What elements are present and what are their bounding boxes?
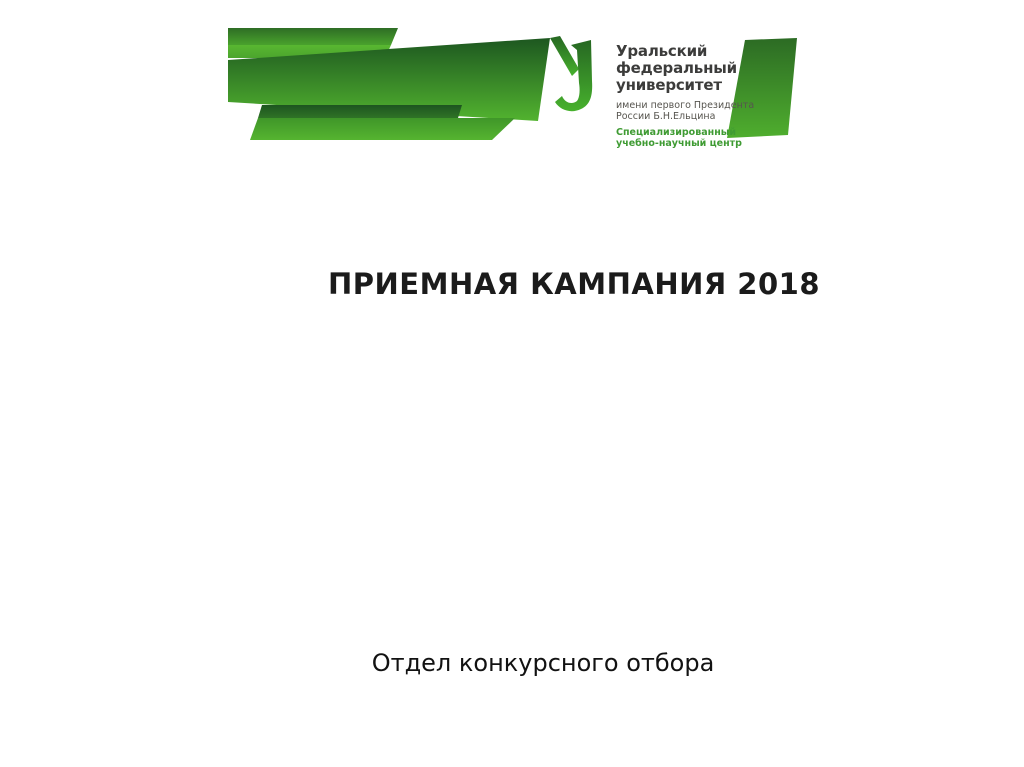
university-name-line: университет: [616, 76, 722, 94]
specialized-center-line: Специализированный: [616, 127, 737, 138]
specialized-center-text: [616, 128, 796, 149]
footer-text: Отдел конкурсного отбора: [371, 649, 715, 677]
urfu-logo-text: [616, 43, 796, 149]
logo-stripes-icon: [228, 28, 550, 140]
university-name-line: Уральский: [616, 42, 708, 60]
named-after-line: России Б.Н.Ельцина: [616, 111, 716, 122]
specialized-center-line: учебно-научный центр: [616, 137, 742, 149]
named-after-text: [616, 100, 796, 122]
logo-letter-u-icon: [550, 36, 592, 111]
university-name: [616, 43, 796, 94]
university-name-line: федеральный: [616, 59, 737, 77]
slide-title: ПРИЕМНАЯ КАМПАНИЯ 2018: [327, 267, 821, 301]
named-after-line: имени первого Президента: [616, 100, 755, 111]
